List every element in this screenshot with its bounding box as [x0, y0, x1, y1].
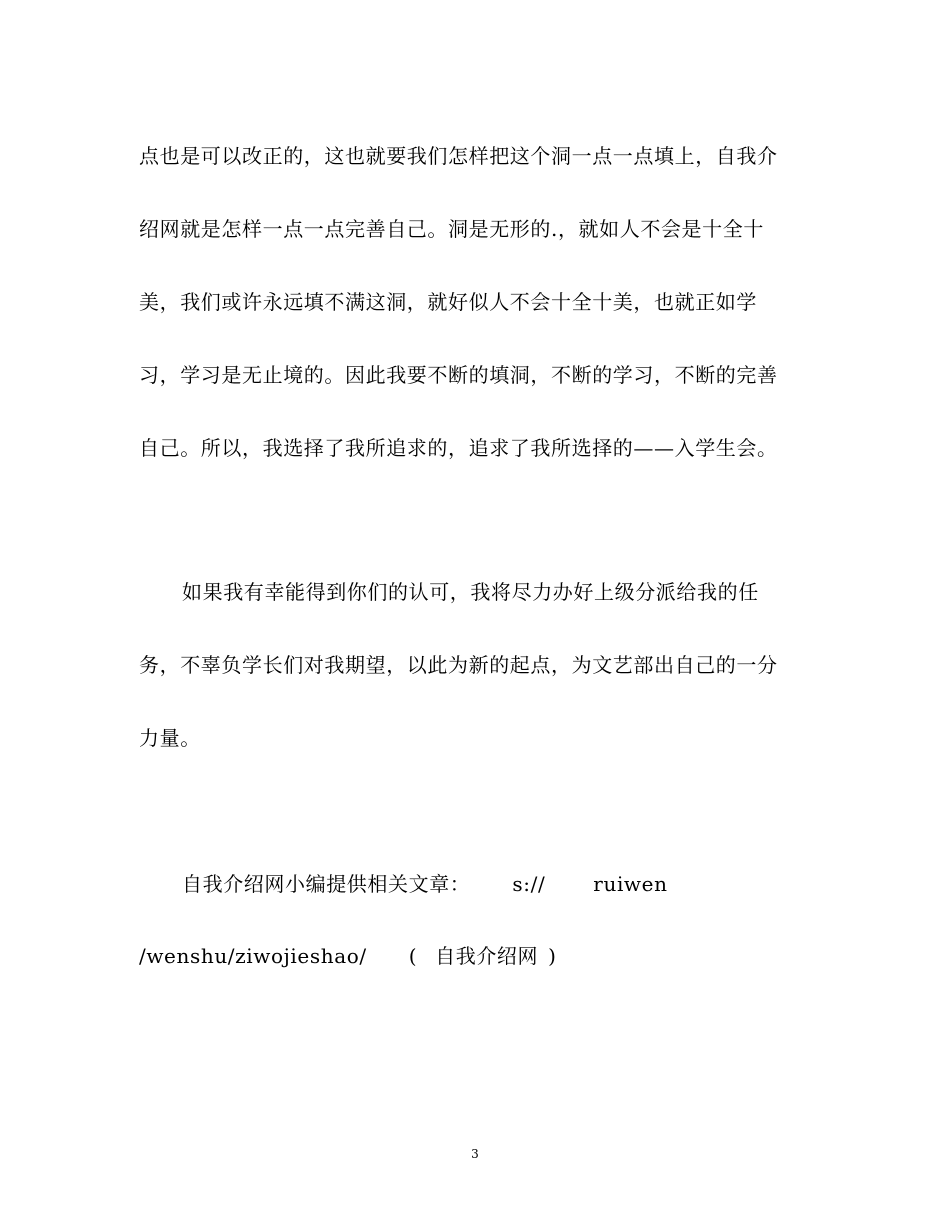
paragraph-2-line-2: 务，不辜负学长们对我期望，以此为新的起点，为文艺部出自己的一分 — [139, 653, 778, 677]
paragraph-1-line-1: 点也是可以改正的，这也就要我们怎样把这个洞一点一点填上，自我介 — [139, 144, 778, 168]
page-number: 3 — [471, 1147, 479, 1161]
paragraph-1-line-4: 习，学习是无止境的。因此我要不断的填洞，不断的学习，不断的完善 — [139, 363, 778, 387]
paragraph-1-line-2: 绍网就是怎样一点一点完善自己。洞是无形的.，就如人不会是十全十 — [139, 217, 764, 241]
related-articles-line-1 — [182, 870, 668, 898]
related-url-scheme[interactable]: s:// — [512, 872, 546, 896]
paragraph-2-line-1: 如果我有幸能得到你们的认可，我将尽力办好上级分派给我的任 — [182, 580, 759, 604]
related-site-name[interactable]: 自我介绍网 — [435, 944, 539, 968]
related-url-path[interactable]: /wenshu/ziwojieshao/ — [139, 944, 367, 968]
related-close-paren: ) — [548, 944, 557, 968]
paragraph-2-line-3: 力量。 — [139, 726, 201, 750]
paragraph-1-line-5: 自己。所以，我选择了我所追求的，追求了我所选择的——入学生会。 — [139, 436, 778, 460]
paragraph-1-line-3: 美，我们或许永远填不满这洞，就好似人不会十全十美，也就正如学 — [139, 290, 757, 314]
related-articles-line-2 — [139, 942, 557, 970]
related-url-host[interactable]: ruiwen — [593, 872, 668, 896]
related-open-paren: ( — [408, 944, 418, 968]
related-articles-label: 自我介绍网小编提供相关文章： — [182, 872, 471, 896]
